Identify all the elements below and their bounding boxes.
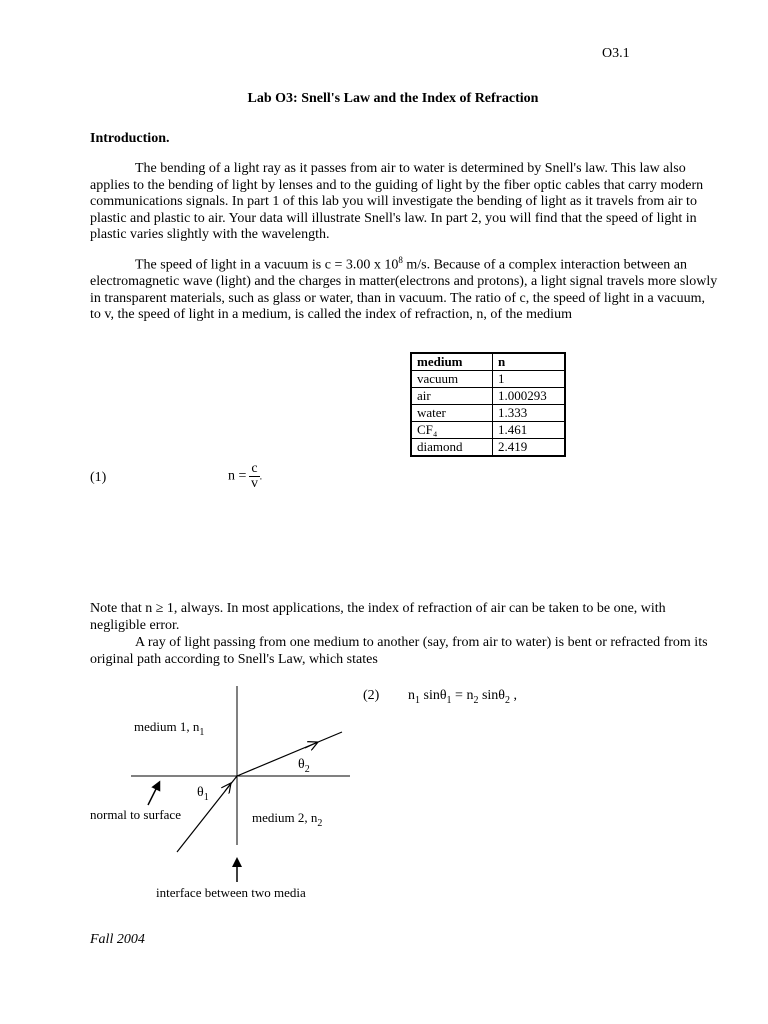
exponent: 8 — [398, 255, 403, 265]
page-number: O3.1 — [602, 46, 630, 61]
eq2-theta2-sub: 2 — [505, 694, 510, 706]
paragraph-snells-text: A ray of light passing from one medium to another (say, from air to water) is bent or refracted from its original path according to Snell's Law, which states — [90, 635, 708, 667]
paragraph-note: Note that n ≥ 1, always. In most applications, the index of refraction of air can be taken to be one, with negligible error. — [90, 601, 666, 633]
fraction-denominator: v — [251, 476, 259, 491]
table-cell-medium: air — [411, 388, 493, 405]
table-cell-medium: diamond — [411, 439, 493, 457]
equation-1-period: . — [259, 471, 263, 483]
eq2-n1-sub: 1 — [415, 694, 420, 706]
table-cell-medium: vacuum — [411, 371, 493, 388]
paragraph-intro-text: The bending of a light ray as it passes from air to water is determined by Snell's law. This law also applies to the bending of light by lenses and to the guiding of light by the fiber optic cables that carry modern communications signals. In part 1 of this lab you will investigate the bending of light as it travels from air to plastic and plastic to air. Your data will illustrate Snell's law. In part 2, you will find that the speed of light in plastic varies slightly with the wavelength. — [90, 161, 704, 242]
refracted-ray-arrow — [305, 742, 318, 748]
eq2-equals: = — [451, 688, 467, 703]
theta-2-label: $\theta_2$ — [298, 757, 310, 775]
intro-heading: Introduction. — [90, 131, 170, 146]
eq2-sin1: sinθ — [420, 688, 447, 703]
medium-1-label: medium 1, $n_1$ — [134, 719, 205, 738]
eq2-n2-sub: 2 — [473, 694, 479, 706]
eq2-n1: n — [408, 688, 415, 703]
table-cell-medium: CF₄ — [411, 422, 493, 439]
table-header-medium: medium — [411, 353, 493, 371]
equation-1-lhs: n = — [228, 468, 247, 484]
interface-label: interface between two media — [156, 885, 306, 900]
table-header-n: n — [493, 353, 566, 371]
table-cell-n: 1.000293 — [493, 388, 566, 405]
refracted-ray — [237, 732, 342, 776]
equation-1-number: (1) — [90, 470, 107, 485]
table-cell-n: 1.333 — [493, 405, 566, 422]
eq2-theta1-sub: 1 — [446, 694, 452, 706]
table-cell-medium: water — [411, 405, 493, 422]
eq2-n2: n — [466, 688, 474, 703]
table-cell-n: 1 — [493, 371, 566, 388]
incident-ray-arrow — [225, 783, 231, 791]
equation-2-number: (2) — [363, 688, 380, 703]
eq2-trail: , — [510, 688, 517, 703]
table-cell-n: 1.461 — [493, 422, 566, 439]
medium-2-label: medium 2, $n_2$ — [252, 810, 323, 829]
normal-to-surface-label: normal to surface — [90, 807, 181, 822]
footer-date: Fall 2004 — [90, 932, 145, 947]
eq2-sin2: sinθ — [478, 688, 505, 703]
paragraph-speed-text-b: m/s. Because of a complex interaction between an electromagnetic wave (light) and the charges in matter(electrons and protons), a light signal travels more slowly in transparent materials, such as glass or water, than in vacuum. The ratio of c, the speed of light in a vacuum, to v, the speed of light in a medium, is called the index of refraction, n, of the medium — [90, 257, 718, 323]
fraction-numerator: c — [251, 461, 258, 476]
theta-1-label: $\theta_1$ — [197, 785, 209, 803]
normal-pointer-arrow — [148, 785, 158, 805]
paragraph-speed-text-a: The speed of light in a vacuum is c = 3.00 x 10 — [135, 257, 399, 273]
table-cell-n: 2.419 — [493, 439, 566, 457]
page-title: Lab O3: Snell's Law and the Index of Refraction — [247, 91, 539, 106]
